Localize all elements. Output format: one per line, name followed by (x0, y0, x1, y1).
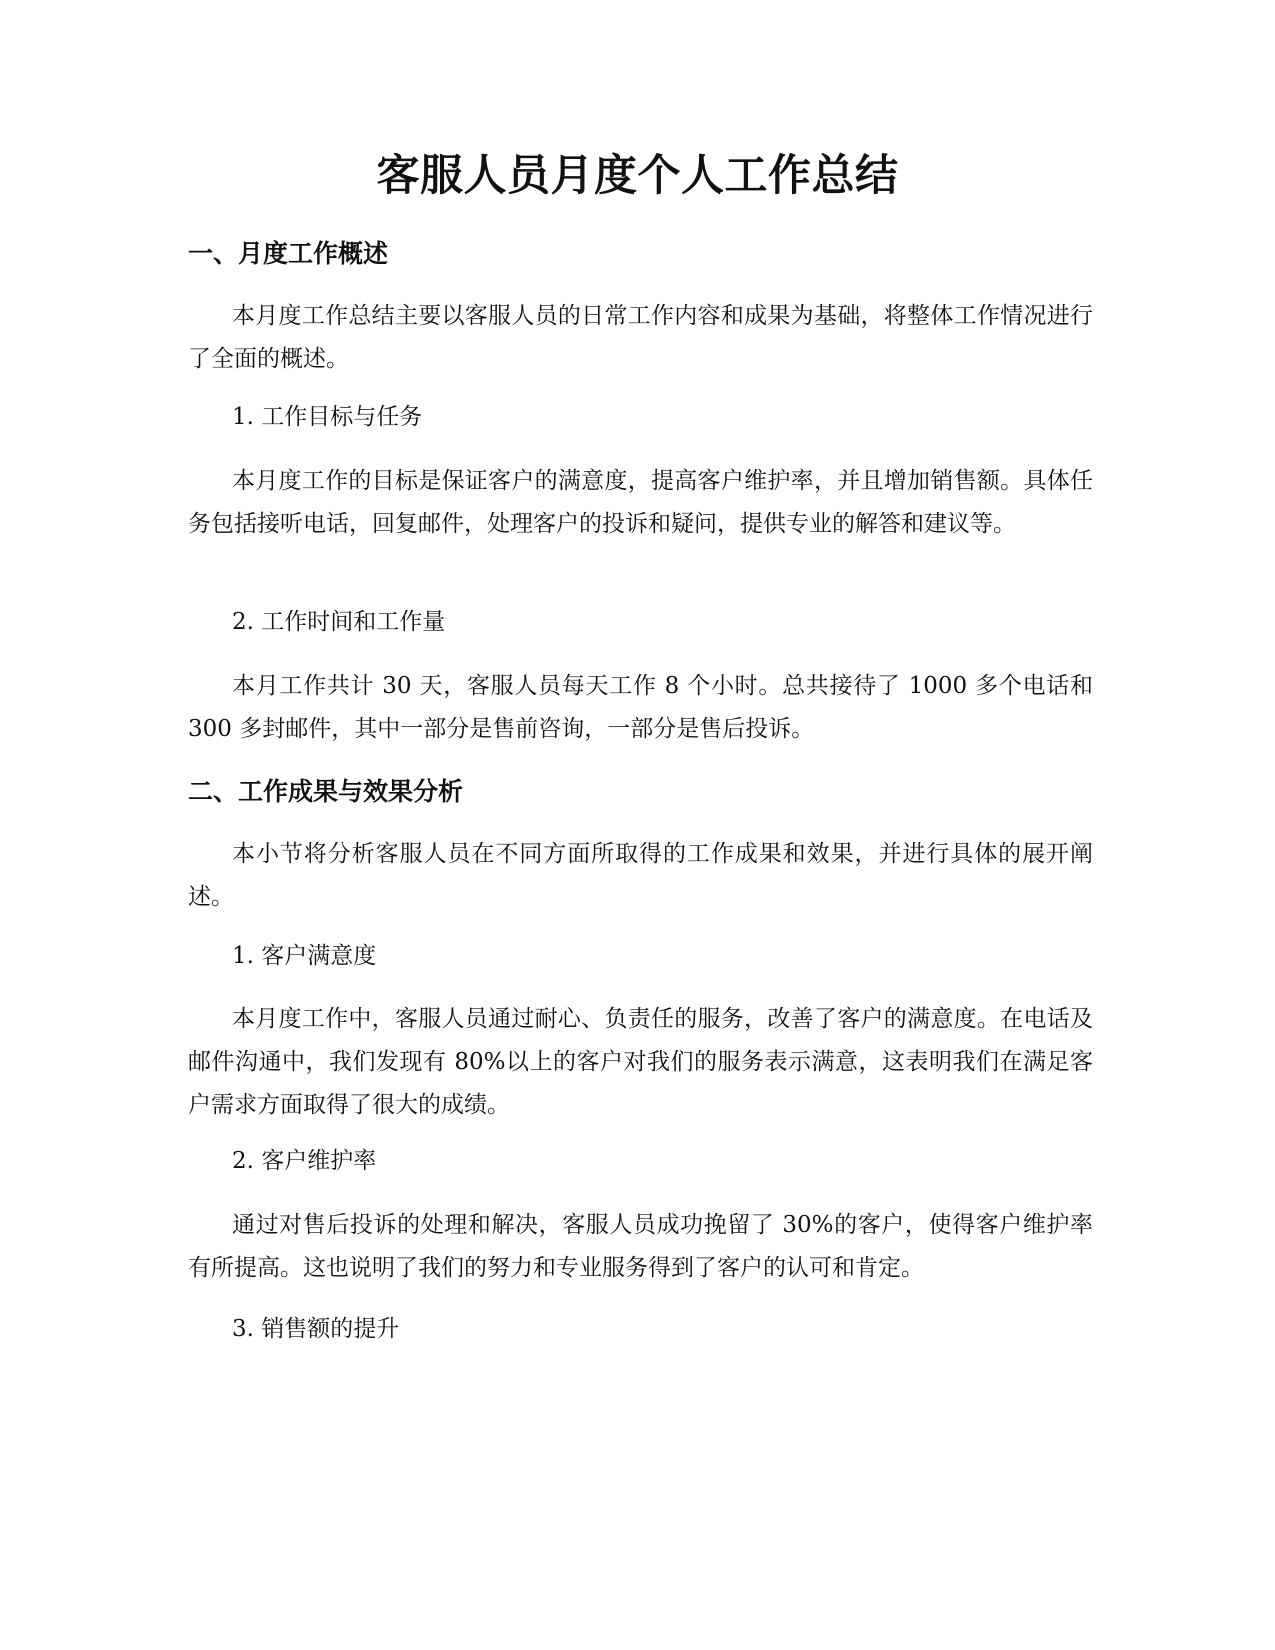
section-heading-1: 一、月度工作概述 (188, 239, 389, 268)
item-label-work-goals: 1. 工作目标与任务 (232, 404, 423, 430)
item-text-work-goals: 本月度工作的目标是保证客户的满意度，提高客户维护率，并且增加销售额。具体任务包括接听电话，回复邮件，处理客户的投诉和疑问，提供专业的解答和建议等。 (188, 468, 1093, 537)
item-text-satisfaction: 本月度工作中，客服人员通过耐心、负责任的服务，改善了客户的满意度。在电话及邮件沟通中，我们发现有 80%以上的客户对我们的服务表示满意，这表明我们在满足客户需求方面取得了很大的成绩。 (188, 1006, 1093, 1118)
section-heading-2: 二、工作成果与效果分析 (188, 777, 464, 806)
section-1-intro: 本月度工作总结主要以客服人员的日常工作内容和成果为基础，将整体工作情况进行了全面的概述。 (188, 303, 1093, 372)
section-2-intro: 本小节将分析客服人员在不同方面所取得的工作成果和效果，并进行具体的展开阐述。 (188, 841, 1093, 910)
item-text-retention: 通过对售后投诉的处理和解决，客服人员成功挽留了 30%的客户，使得客户维护率有所提高。这也说明了我们的努力和专业服务得到了客户的认可和肯定。 (188, 1212, 1093, 1281)
item-label-sales: 3. 销售额的提升 (232, 1316, 400, 1342)
item-label-satisfaction: 1. 客户满意度 (232, 943, 377, 969)
item-text-work-time: 本月工作共计 30 天，客服人员每天工作 8 个小时。总共接待了 1000 多个电话和 300 多封邮件，其中一部分是售前咨询，一部分是售后投诉。 (188, 673, 1093, 742)
document-title: 客服人员月度个人工作总结 (376, 151, 899, 201)
item-label-work-time: 2. 工作时间和工作量 (232, 609, 446, 635)
item-label-retention: 2. 客户维护率 (232, 1148, 377, 1174)
